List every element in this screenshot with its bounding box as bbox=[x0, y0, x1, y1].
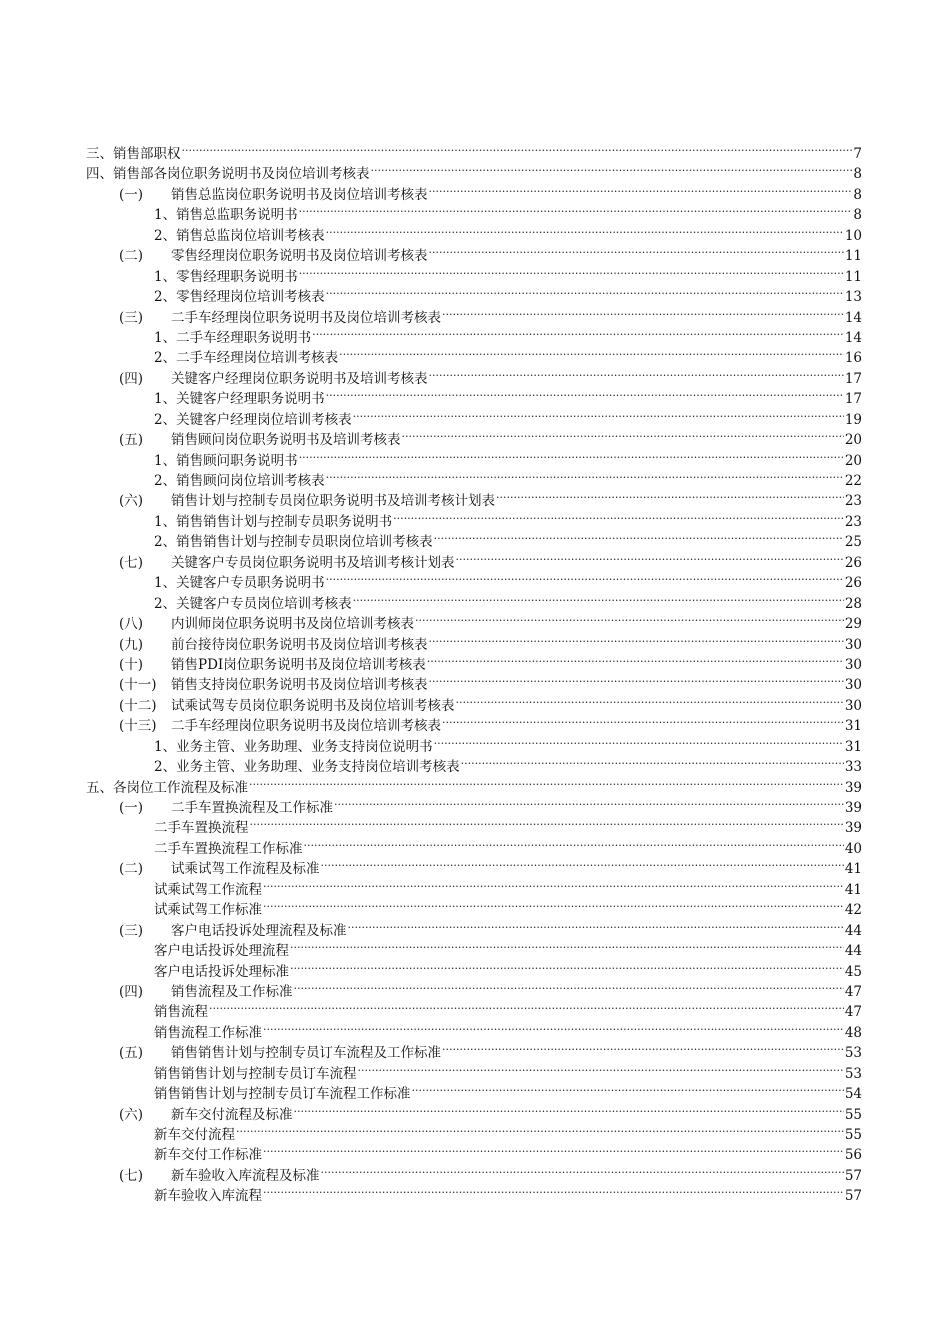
toc-entry-title: 前台接待岗位职务说明书及岗位培训考核表 bbox=[171, 636, 428, 653]
toc-entry-number: (二) bbox=[119, 248, 144, 265]
toc-dot-leader bbox=[427, 649, 844, 669]
toc-entry-title: 二手车经理岗位职务说明书及岗位培训考核表 bbox=[171, 718, 441, 735]
toc-dot-leader bbox=[312, 322, 844, 342]
toc-entry-title: 1、销售总监职务说明书 bbox=[154, 207, 298, 224]
toc-entry-page: 30 bbox=[844, 636, 862, 653]
toc-entry-page: 8 bbox=[853, 207, 862, 224]
toc-entry-page: 17 bbox=[844, 370, 862, 387]
toc-dot-leader bbox=[339, 342, 844, 362]
toc-entry-page: 30 bbox=[844, 656, 862, 673]
toc-entry-title: 销售销售计划与控制专员订车流程及工作标准 bbox=[171, 1045, 441, 1062]
toc-entry-title: 2、销售顾问岗位培训考核表 bbox=[154, 473, 325, 489]
toc-entry-page: 26 bbox=[844, 554, 862, 571]
toc-entry-number: (二) bbox=[119, 861, 144, 878]
toc-entry-number: (七) bbox=[119, 1167, 144, 1184]
toc-entry-number: (十三) bbox=[119, 718, 157, 735]
toc-dot-leader bbox=[429, 669, 844, 689]
toc-dot-leader bbox=[461, 751, 844, 771]
toc-entry-title: 二手车经理岗位职务说明书及岗位培训考核表 bbox=[171, 309, 441, 326]
toc-dot-leader bbox=[321, 853, 844, 873]
toc-entry-page: 10 bbox=[844, 227, 862, 244]
toc-entry-page: 29 bbox=[844, 616, 862, 633]
toc-dot-leader bbox=[348, 915, 844, 935]
toc-entry-page: 42 bbox=[844, 902, 862, 919]
toc-dot-leader bbox=[294, 976, 844, 996]
toc-entry-title: 销售支持岗位职务说明书及岗位培训考核表 bbox=[171, 677, 428, 694]
toc-entry-number: (六) bbox=[119, 1106, 144, 1123]
toc-entry-title: 销售销售计划与控制专员订车流程 bbox=[154, 1065, 357, 1082]
toc-entry-page: 13 bbox=[844, 289, 862, 306]
toc-dot-leader bbox=[250, 812, 844, 832]
toc-dot-leader bbox=[412, 1078, 844, 1098]
toc-dot-leader bbox=[263, 1139, 844, 1159]
toc-entry[interactable] bbox=[86, 138, 862, 162]
toc-entry-page: 22 bbox=[844, 473, 862, 489]
toc-entry-page: 39 bbox=[844, 779, 862, 796]
toc-dot-leader bbox=[402, 424, 844, 444]
toc-entry-title: 试乘试驾工作流程 bbox=[154, 881, 262, 898]
toc-entry-title: 1、销售顾问职务说明书 bbox=[154, 452, 298, 469]
toc-dot-leader bbox=[326, 567, 844, 587]
toc-dot-leader bbox=[263, 874, 844, 894]
toc-dot-leader bbox=[294, 1099, 844, 1119]
toc-entry-title: 销售PDI岗位职务说明书及岗位培训考核表 bbox=[171, 656, 426, 673]
toc-entry-number: (五) bbox=[119, 432, 144, 449]
toc-entry-title: 销售流程 bbox=[154, 1004, 208, 1021]
toc-entry-number: (一) bbox=[119, 186, 144, 203]
toc-dot-leader bbox=[429, 179, 853, 199]
toc-entry-title: 二手车置换流程 bbox=[154, 820, 249, 837]
toc-entry-page: 23 bbox=[844, 513, 862, 530]
toc-entry-title: 内训师岗位职务说明书及岗位培训考核表 bbox=[171, 616, 414, 633]
toc-entry-title: 2、关键客户经理岗位培训考核表 bbox=[154, 411, 352, 428]
toc-entry-number: (四) bbox=[119, 983, 144, 1000]
toc-entry-title: 销售总监岗位职务说明书及岗位培训考核表 bbox=[171, 186, 428, 203]
toc-entry-title: 2、零售经理岗位培训考核表 bbox=[154, 289, 325, 306]
toc-entry-number: (十一) bbox=[119, 677, 157, 694]
toc-dot-leader bbox=[429, 240, 844, 260]
toc-entry-title: 新车交付工作标准 bbox=[154, 1147, 262, 1164]
toc-entry-title: 二手车置换流程工作标准 bbox=[154, 840, 303, 857]
toc-entry-page: 14 bbox=[844, 329, 862, 346]
toc-dot-leader bbox=[326, 220, 844, 240]
toc-dot-leader bbox=[415, 608, 844, 628]
toc-dot-leader bbox=[496, 485, 844, 505]
toc-entry-page: 30 bbox=[844, 697, 862, 714]
toc-entry-page: 56 bbox=[844, 1147, 862, 1164]
toc-entry-page: 25 bbox=[844, 534, 862, 551]
toc-entry-page: 47 bbox=[844, 983, 862, 1000]
toc-entry-page: 48 bbox=[844, 1024, 862, 1041]
toc-entry-number: (十) bbox=[119, 656, 144, 673]
toc-entry-number: (一) bbox=[119, 800, 144, 816]
toc-entry-title: 2、销售销售计划与控制专员职岗位培训考核表 bbox=[154, 534, 433, 551]
toc-entry-title: 五、各岗位工作流程及标准 bbox=[86, 779, 248, 796]
toc-entry-page: 7 bbox=[853, 146, 862, 162]
toc-entry-page: 28 bbox=[844, 595, 862, 612]
toc-entry-page: 31 bbox=[844, 718, 862, 735]
toc-entry-title: 新车交付流程及标准 bbox=[171, 1106, 293, 1123]
toc-entry-page: 33 bbox=[844, 759, 862, 776]
toc-entry-title: 2、关键客户专员岗位培训考核表 bbox=[154, 595, 352, 612]
toc-entry-page: 11 bbox=[844, 248, 862, 265]
toc-entry-number: (六) bbox=[119, 493, 144, 510]
toc-entry-page: 14 bbox=[844, 309, 862, 326]
toc-dot-leader bbox=[326, 465, 844, 485]
toc-entry-title: 客户电话投诉处理标准 bbox=[154, 963, 289, 980]
toc-entry-page: 55 bbox=[844, 1127, 862, 1143]
toc-dot-leader bbox=[358, 1058, 844, 1078]
toc-entry-title: 新车交付流程 bbox=[154, 1127, 235, 1143]
toc-dot-leader bbox=[299, 199, 853, 219]
toc-entry-title: 新车验收入库流程 bbox=[154, 1188, 262, 1205]
toc-entry-title: 1、关键客户专员职务说明书 bbox=[154, 575, 325, 592]
toc-entry-number: (七) bbox=[119, 554, 144, 571]
table-of-contents bbox=[86, 138, 862, 1205]
toc-entry-title: 销售计划与控制专员岗位职务说明书及培训考核计划表 bbox=[171, 493, 495, 510]
toc-dot-leader bbox=[263, 1180, 844, 1200]
toc-entry-page: 44 bbox=[844, 943, 862, 960]
toc-entry-title: 关键客户专员岗位职务说明书及培训考核计划表 bbox=[171, 554, 455, 571]
toc-dot-leader bbox=[326, 281, 844, 301]
toc-dot-leader bbox=[182, 138, 853, 158]
toc-entry-page: 23 bbox=[844, 493, 862, 510]
toc-entry-title: 客户电话投诉处理流程 bbox=[154, 943, 289, 960]
toc-dot-leader bbox=[393, 506, 844, 526]
toc-entry-page: 53 bbox=[844, 1045, 862, 1062]
toc-entry-page: 57 bbox=[844, 1188, 862, 1205]
toc-entry-title: 2、销售总监岗位培训考核表 bbox=[154, 227, 325, 244]
toc-entry-page: 17 bbox=[844, 391, 862, 408]
toc-entry-page: 30 bbox=[844, 677, 862, 694]
toc-entry-page: 31 bbox=[844, 738, 862, 755]
toc-dot-leader bbox=[429, 363, 844, 383]
toc-entry-page: 8 bbox=[853, 186, 862, 203]
toc-dot-leader bbox=[263, 894, 844, 914]
toc-entry-page: 45 bbox=[844, 963, 862, 980]
toc-dot-leader bbox=[263, 1017, 844, 1037]
toc-entry-page: 47 bbox=[844, 1004, 862, 1021]
toc-entry-title: 新车验收入库流程及标准 bbox=[171, 1167, 320, 1184]
toc-entry-title: 试乘试驾工作流程及标准 bbox=[171, 861, 320, 878]
toc-dot-leader bbox=[353, 588, 844, 608]
toc-entry-page: 20 bbox=[844, 452, 862, 469]
toc-dot-leader bbox=[456, 547, 844, 567]
toc-dot-leader bbox=[249, 772, 844, 792]
toc-dot-leader bbox=[371, 158, 853, 178]
toc-entry-number: (三) bbox=[119, 309, 144, 326]
toc-entry-title: 1、销售销售计划与控制专员职务说明书 bbox=[154, 513, 393, 530]
toc-entry-number: (十二) bbox=[119, 697, 157, 714]
toc-dot-leader bbox=[299, 445, 844, 465]
toc-entry-title: 1、零售经理职务说明书 bbox=[154, 268, 298, 285]
toc-entry-title: 1、二手车经理职务说明书 bbox=[154, 329, 312, 346]
toc-dot-leader bbox=[290, 956, 844, 976]
toc-entry-title: 1、业务主管、业务助理、业务支持岗位说明书 bbox=[154, 738, 433, 755]
toc-dot-leader bbox=[236, 1119, 844, 1139]
toc-dot-leader bbox=[442, 302, 844, 322]
toc-entry-number: (九) bbox=[119, 636, 144, 653]
toc-entry-title: 2、二手车经理岗位培训考核表 bbox=[154, 350, 339, 367]
toc-entry-title: 三、销售部职权 bbox=[86, 146, 181, 162]
toc-dot-leader bbox=[321, 1160, 844, 1180]
toc-entry-page: 41 bbox=[844, 881, 862, 898]
toc-entry-title: 客户电话投诉处理流程及标准 bbox=[171, 922, 347, 939]
toc-dot-leader bbox=[290, 935, 844, 955]
toc-entry-title: 四、销售部各岗位职务说明书及岗位培训考核表 bbox=[86, 166, 370, 183]
toc-entry-page: 11 bbox=[844, 268, 862, 285]
toc-entry-page: 40 bbox=[844, 840, 862, 857]
toc-dot-leader bbox=[434, 526, 844, 546]
toc-entry-title: 2、业务主管、业务助理、业务支持岗位培训考核表 bbox=[154, 759, 460, 776]
toc-entry-title: 关键客户经理岗位职务说明书及培训考核表 bbox=[171, 370, 428, 387]
toc-entry-page: 20 bbox=[844, 432, 862, 449]
toc-entry-page: 8 bbox=[853, 166, 862, 183]
toc-entry-page: 26 bbox=[844, 575, 862, 592]
toc-dot-leader bbox=[299, 261, 844, 281]
toc-entry-title: 试乘试驾工作标准 bbox=[154, 902, 262, 919]
toc-entry-title: 销售顾问岗位职务说明书及培训考核表 bbox=[171, 432, 401, 449]
toc-entry-page: 19 bbox=[844, 411, 862, 428]
toc-dot-leader bbox=[353, 404, 844, 424]
toc-entry-page: 53 bbox=[844, 1065, 862, 1082]
toc-dot-leader bbox=[456, 690, 844, 710]
toc-entry-number: (五) bbox=[119, 1045, 144, 1062]
toc-entry-page: 57 bbox=[844, 1167, 862, 1184]
toc-entry-page: 55 bbox=[844, 1106, 862, 1123]
toc-entry-page: 54 bbox=[844, 1086, 862, 1103]
toc-entry-title: 零售经理岗位职务说明书及岗位培训考核表 bbox=[171, 248, 428, 265]
toc-dot-leader bbox=[304, 833, 844, 853]
toc-dot-leader bbox=[334, 792, 844, 812]
toc-entry-page: 41 bbox=[844, 861, 862, 878]
toc-entry-title: 二手车置换流程及工作标准 bbox=[171, 800, 333, 816]
toc-entry-number: (八) bbox=[119, 616, 144, 633]
toc-dot-leader bbox=[429, 629, 844, 649]
toc-dot-leader bbox=[442, 1037, 844, 1057]
toc-entry-page: 39 bbox=[844, 820, 862, 837]
toc-entry-title: 试乘试驾专员岗位职务说明书及岗位培训考核表 bbox=[171, 697, 455, 714]
toc-dot-leader bbox=[209, 996, 844, 1016]
toc-entry-page: 39 bbox=[844, 800, 862, 816]
toc-dot-leader bbox=[434, 731, 844, 751]
toc-entry-number: (三) bbox=[119, 922, 144, 939]
toc-entry-title: 1、关键客户经理职务说明书 bbox=[154, 391, 325, 408]
toc-entry-page: 16 bbox=[844, 350, 862, 367]
toc-entry-title: 销售流程工作标准 bbox=[154, 1024, 262, 1041]
toc-entry[interactable] bbox=[86, 158, 862, 183]
toc-entry-title: 销售流程及工作标准 bbox=[171, 983, 293, 1000]
toc-entry-page: 44 bbox=[844, 922, 862, 939]
toc-entry-number: (四) bbox=[119, 370, 144, 387]
toc-entry-title: 销售销售计划与控制专员订车流程工作标准 bbox=[154, 1086, 411, 1103]
toc-dot-leader bbox=[326, 383, 844, 403]
toc-dot-leader bbox=[442, 710, 844, 730]
